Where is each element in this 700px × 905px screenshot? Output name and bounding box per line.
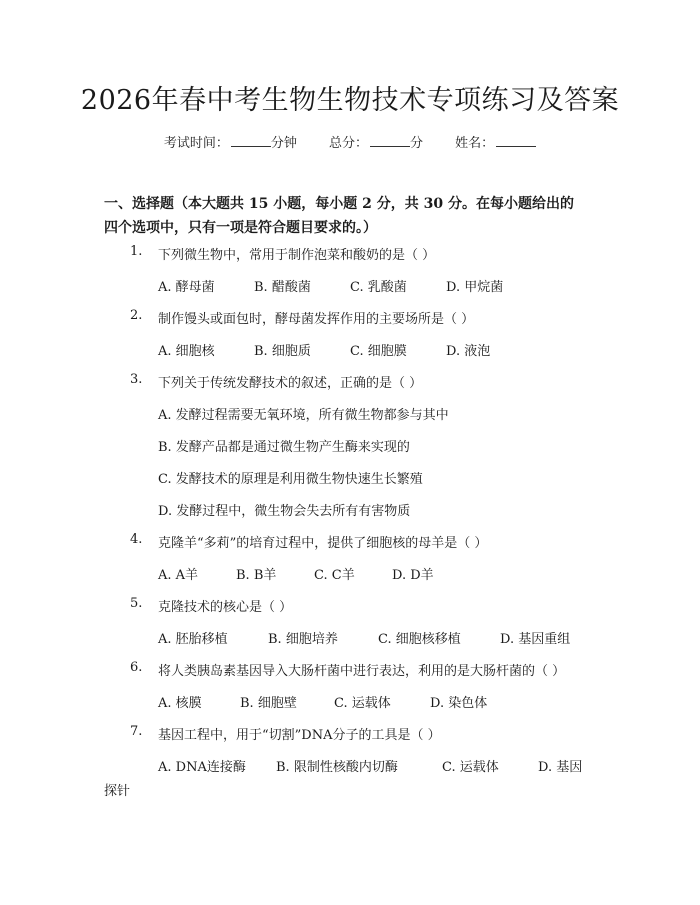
- option[interactable]: D. 甲烷菌: [446, 280, 504, 295]
- time-unit: 分钟: [270, 136, 297, 151]
- question-number: 2.: [130, 308, 143, 323]
- student-name: [455, 132, 536, 151]
- option[interactable]: A. 核膜: [158, 696, 202, 711]
- question-text: 下列关于传统发酵技术的叙述，正确的是（ ）: [158, 376, 423, 391]
- question-text: 下列微生物中，常用于制作泡菜和酸奶的是（ ）: [158, 248, 436, 263]
- exam-meta: [0, 132, 700, 151]
- question-text: 克隆羊“多莉”的培育过程中，提供了细胞核的母羊是（ ）: [158, 536, 488, 551]
- option[interactable]: C. 发酵技术的原理是利用微生物快速生长繁殖: [158, 472, 423, 487]
- question-text: 制作馒头或面包时，酵母菌发挥作用的主要场所是（ ）: [158, 312, 475, 327]
- option[interactable]: C. C羊: [314, 568, 355, 583]
- score-blank: [370, 134, 410, 147]
- option[interactable]: D. 发酵过程中，微生物会失去所有有害物质: [158, 504, 411, 519]
- question-text: 克隆技术的核心是（ ）: [158, 600, 293, 615]
- score-label: 总分：: [328, 136, 368, 151]
- option[interactable]: A. 胚胎移植: [158, 632, 228, 647]
- option[interactable]: A. 细胞核: [158, 344, 215, 359]
- option[interactable]: D. D羊: [392, 568, 434, 583]
- question-text: 将人类胰岛素基因导入大肠杆菌中进行表达，利用的是大肠杆菌的（ ）: [158, 664, 566, 679]
- question-number: 1.: [130, 244, 143, 259]
- option[interactable]: B. 醋酸菌: [254, 280, 311, 295]
- time-label: 考试时间：: [163, 136, 229, 151]
- option[interactable]: A. 酵母菌: [158, 280, 215, 295]
- exam-time: [164, 132, 297, 151]
- page-title: 2026年春中考生物生物技术专项练习及答案: [80, 85, 620, 116]
- option[interactable]: C. 细胞膜: [350, 344, 407, 359]
- question-number: 3.: [130, 372, 143, 387]
- name-blank: [496, 134, 536, 147]
- option[interactable]: C. 运载体: [334, 696, 391, 711]
- section-heading: 一、选择题（本大题共 15 小题，每小题 2 分，共 30 分。在每小题给出的四个选项中，只有一项是符合题目要求的。）: [104, 196, 574, 236]
- total-score: [329, 132, 423, 151]
- option[interactable]: A. 发酵过程需要无氧环境，所有微生物都参与其中: [158, 408, 449, 423]
- option[interactable]: D. 液泡: [446, 344, 491, 359]
- option[interactable]: B. 发酵产品都是通过微生物产生酶来实现的: [158, 440, 410, 455]
- option[interactable]: B. 细胞壁: [240, 696, 297, 711]
- question-number: 7.: [130, 724, 143, 739]
- name-label: 姓名：: [455, 136, 495, 151]
- option[interactable]: B. 细胞培养: [268, 632, 338, 647]
- option[interactable]: C. 乳酸菌: [350, 280, 407, 295]
- option[interactable]: D. 基因重组: [500, 632, 571, 647]
- option[interactable]: A. DNA连接酶: [158, 760, 246, 775]
- option[interactable]: B. B羊: [236, 568, 277, 583]
- option[interactable]: C. 运载体: [442, 760, 499, 775]
- question-number: 5.: [130, 596, 143, 611]
- option[interactable]: B. 细胞质: [254, 344, 311, 359]
- option[interactable]: A. A羊: [158, 568, 199, 583]
- time-blank: [231, 134, 271, 147]
- option-wrap-text: 探针: [104, 784, 131, 799]
- option[interactable]: D. 基因: [538, 760, 583, 775]
- question-text: 基因工程中，用于“切割”DNA分子的工具是（ ）: [158, 728, 441, 743]
- question-number: 4.: [130, 532, 143, 547]
- option[interactable]: B. 限制性核酸内切酶: [276, 760, 398, 775]
- question-number: 6.: [130, 660, 143, 675]
- score-unit: 分: [410, 136, 424, 151]
- option[interactable]: D. 染色体: [430, 696, 488, 711]
- option[interactable]: C. 细胞核移植: [378, 632, 461, 647]
